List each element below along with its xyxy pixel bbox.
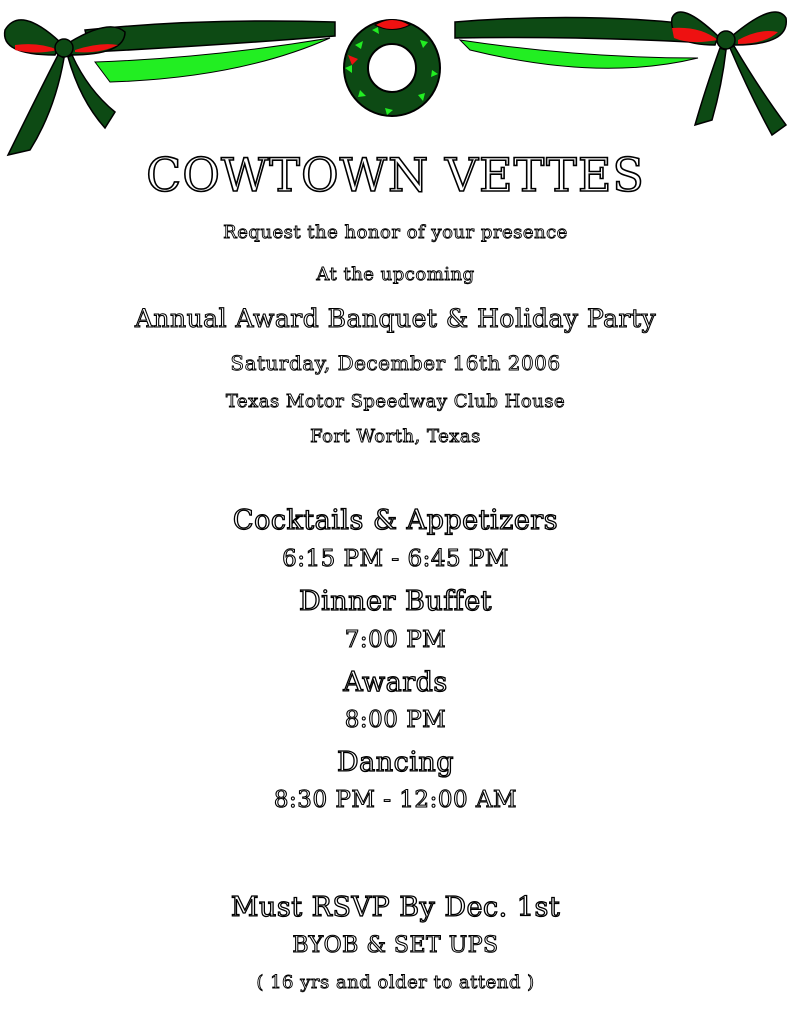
schedule-label: Dinner Buffet [298,586,493,617]
venue-city: Fort Worth, Texas [310,426,481,447]
event-name: Annual Award Banquet & Holiday Party [134,304,657,333]
schedule-label: Awards [343,667,448,698]
right-ribbon-light [460,40,698,68]
schedule-time: 7:00 PM [344,627,447,653]
schedule-label: Dancing [336,747,455,778]
left-bow-icon [5,20,125,155]
byob-note: BYOB & SET UPS [292,933,499,958]
rsvp-deadline: Must RSVP By Dec. 1st [230,892,561,923]
age-requirement: ( 16 yrs and older to attend ) [256,972,535,993]
schedule-time: 8:00 PM [344,707,447,733]
right-ribbon-dark [455,17,690,42]
request-line: Request the honor of your presence [223,222,568,243]
schedule-time: 6:15 PM - 6:45 PM [282,546,509,572]
club-title: COWTOWN VETTES [146,148,645,202]
wreath-icon [344,20,440,117]
garland-wreath-banner [0,0,791,165]
event-date: Saturday, December 16th 2006 [230,351,561,375]
right-bow-icon [672,12,787,135]
upcoming-line: At the upcoming [316,264,475,285]
schedule-time: 8:30 PM - 12:00 AM [273,787,518,813]
venue-name: Texas Motor Speedway Club House [225,391,566,412]
schedule-label: Cocktails & Appetizers [232,505,559,536]
